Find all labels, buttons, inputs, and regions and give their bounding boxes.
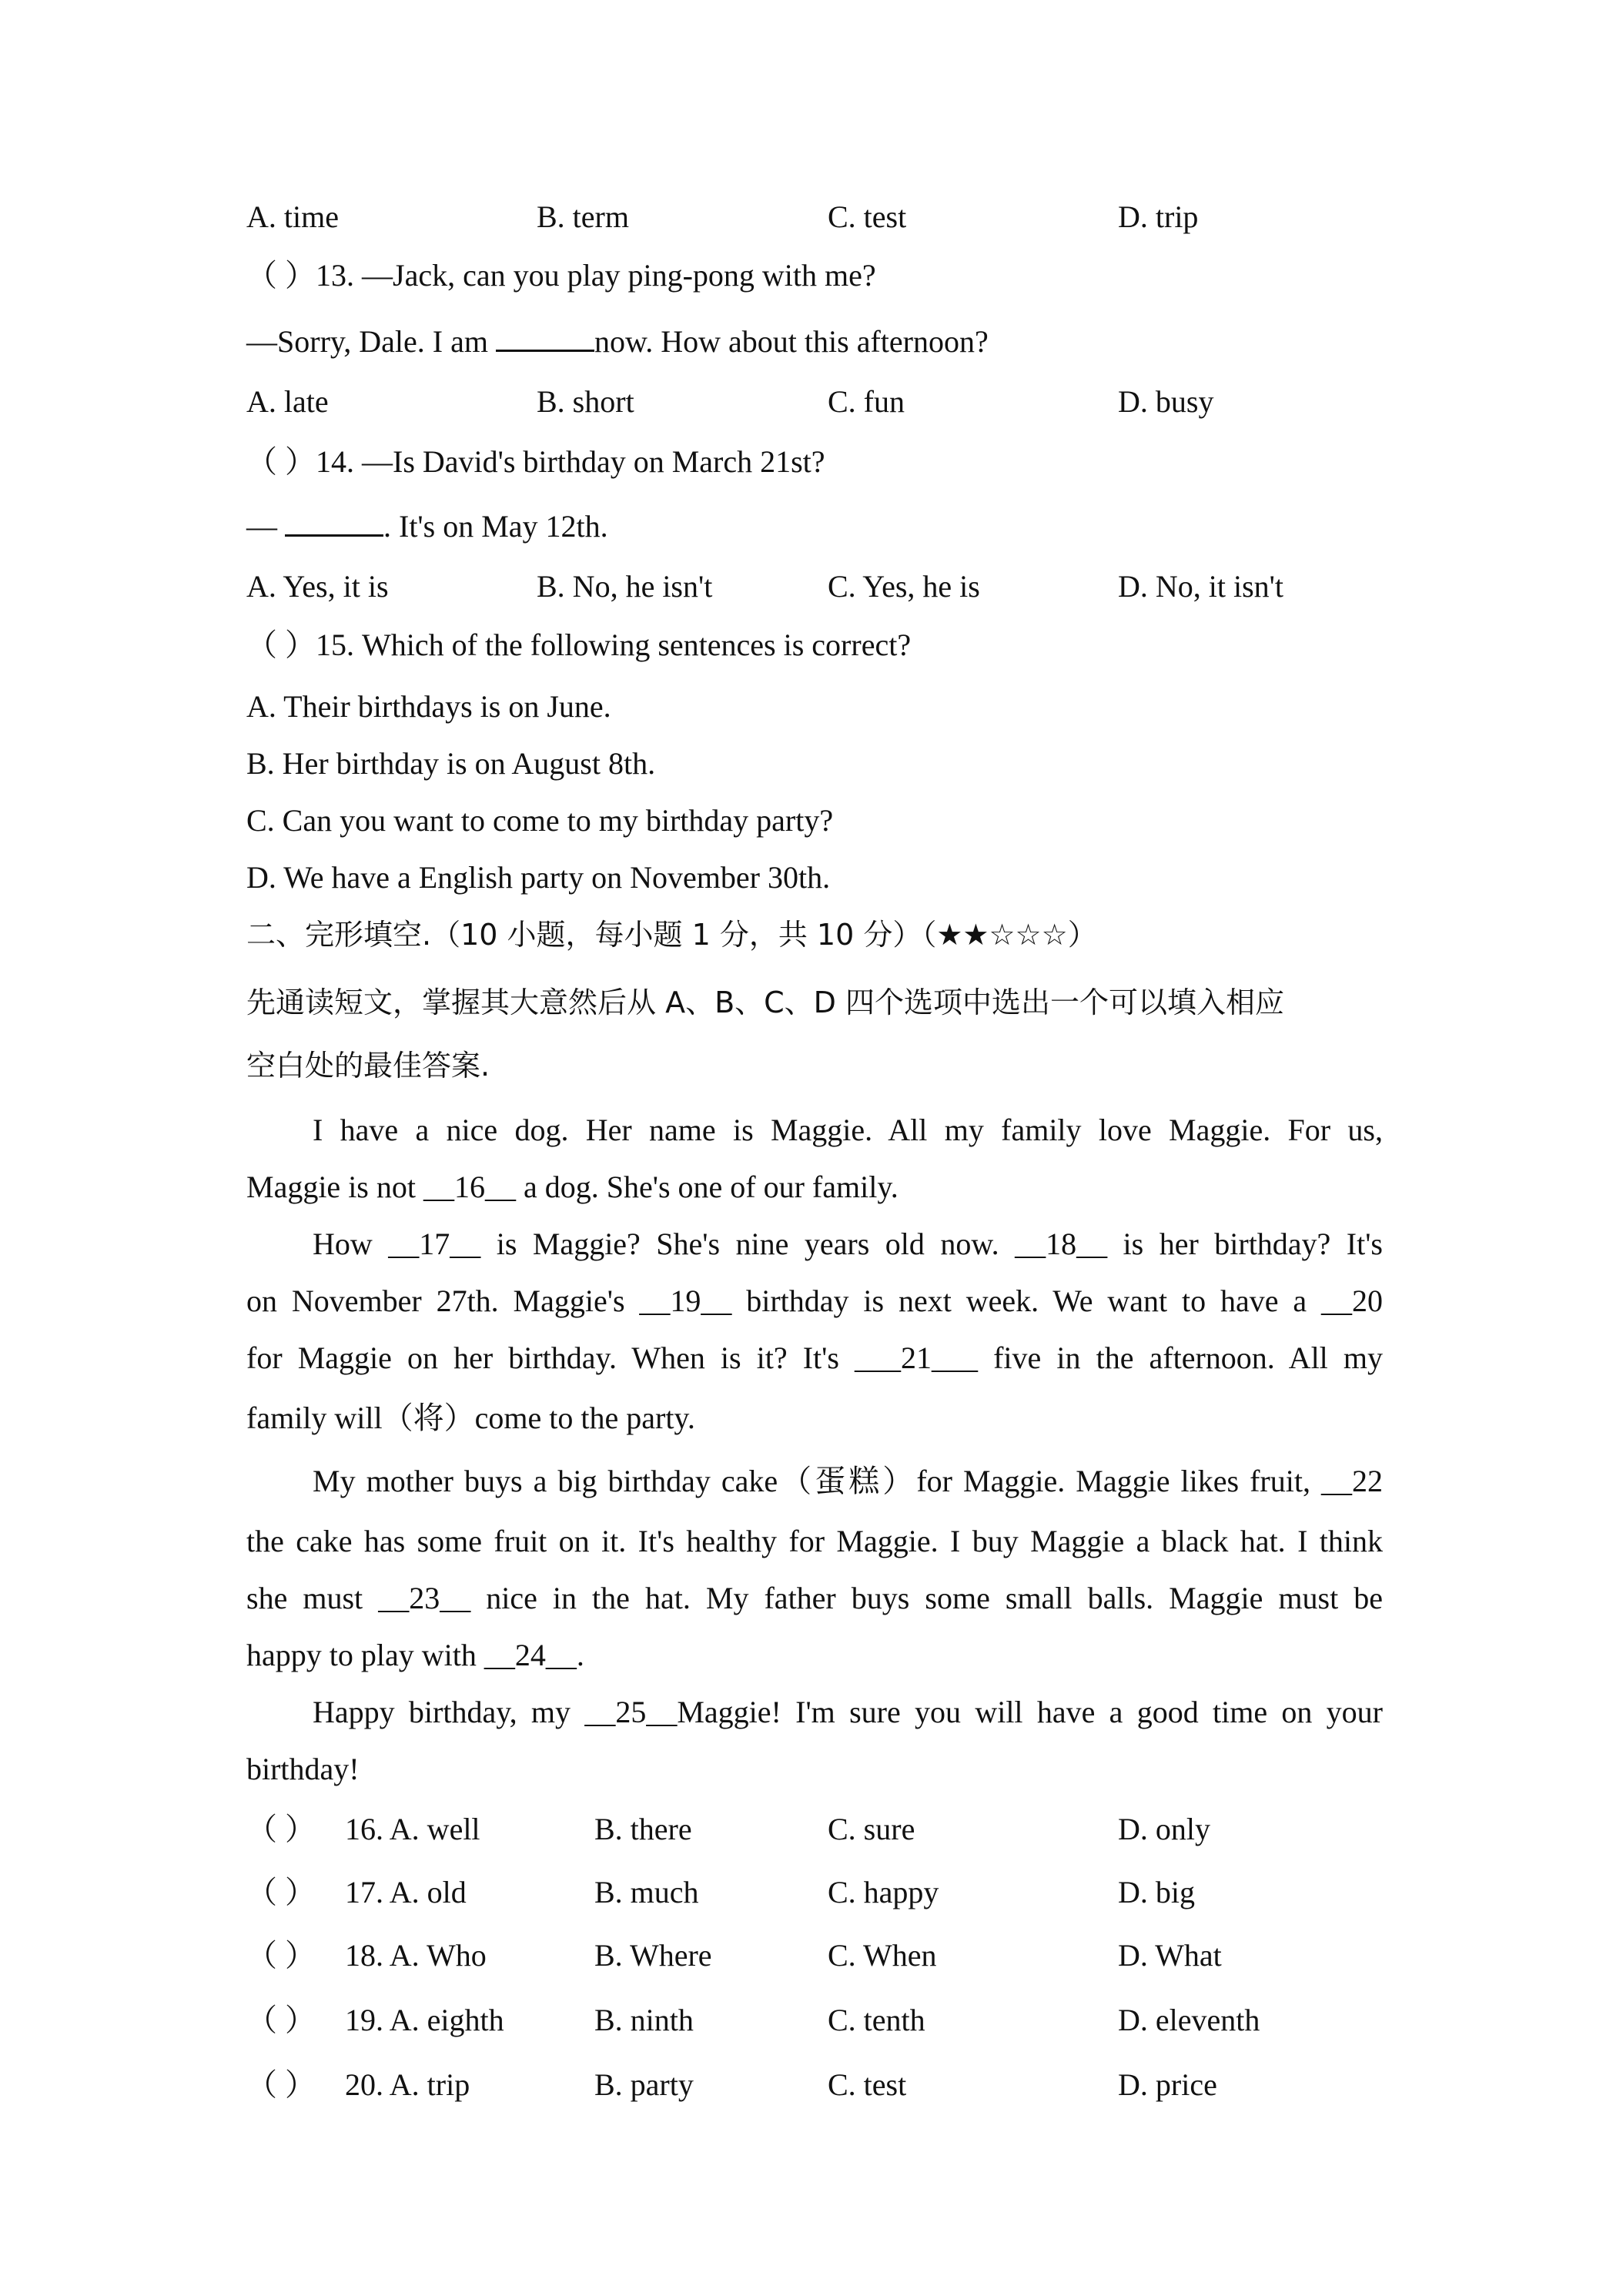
q15-option-b: B. Her birthday is on August 8th. — [246, 746, 656, 781]
q13-option-b: B. short — [537, 384, 634, 419]
cloze-option-b: B. Where — [594, 1938, 712, 1973]
q14-reply-before: — — [246, 509, 285, 544]
cloze-option-d: D. only — [1118, 1812, 1210, 1846]
cloze-option-a: 20. A. trip — [345, 2067, 470, 2102]
answer-paren: （ ） — [246, 1875, 316, 1909]
answer-paren: （ ） — [246, 2067, 316, 2102]
cloze-option-d: D. What — [1118, 1938, 1222, 1973]
q15-question-text: 15. Which of the following sentences is correct? — [316, 628, 912, 662]
q13-option-c: C. fun — [828, 384, 905, 419]
passage-p2-line4: family will（将）come to the party. — [246, 1401, 695, 1435]
answer-paren: （ ） — [246, 2003, 316, 2037]
q13-reply-before: —Sorry, Dale. I am — [246, 324, 496, 359]
q13-question-text: 13. —Jack, can you play ping-pong with me? — [316, 258, 876, 293]
passage-p3-line1: My mother buys a big birthday cake（蛋糕）for Maggie. Maggie likes fruit, __22 — [313, 1464, 1383, 1498]
q14-option-b: B. No, he isn't — [537, 569, 713, 604]
cloze-option-c: C. When — [828, 1938, 937, 1973]
passage-p2-line2: on November 27th. Maggie's __19__ birthday is next week. We want to have a __20 — [246, 1284, 1383, 1318]
passage-p1-line1: I have a nice dog. Her name is Maggie. All my family love Maggie. For us, — [313, 1113, 1383, 1147]
section-heading: 二、完形填空.（10 小题，每小题 1 分，共 10 分）（★★☆☆☆） — [246, 918, 1097, 952]
cloze-option-b: B. ninth — [594, 2003, 694, 2037]
q14-option-c: C. Yes, he is — [828, 569, 980, 604]
q12-option-d: D. trip — [1118, 199, 1199, 234]
cloze-option-c: C. happy — [828, 1875, 939, 1909]
cloze-option-a: 18. A. Who — [345, 1938, 487, 1973]
q15-option-d: D. We have a English party on November 30th. — [246, 860, 831, 895]
q13-reply — [246, 322, 989, 360]
q14-question-text: 14. —Is David's birthday on March 21st? — [316, 444, 825, 479]
answer-blank — [496, 322, 594, 352]
passage-p3-line2: the cake has some fruit on it. It's healthy for Maggie. I buy Maggie a black hat. I think — [246, 1524, 1383, 1558]
passage-p4-line1: Happy birthday, my __25__Maggie! I'm sure you will have a good time on your — [313, 1695, 1383, 1729]
answer-paren: （ ） — [246, 444, 316, 479]
q12-option-a: A. time — [246, 199, 339, 234]
cloze-option-d: D. big — [1118, 1875, 1195, 1909]
answer-paren: （ ） — [246, 1812, 316, 1846]
q15-question — [246, 627, 911, 664]
passage-p2-line1: How __17__ is Maggie? She's nine years old now. __18__ is her birthday? It's — [313, 1227, 1383, 1261]
q14-reply — [246, 507, 608, 545]
passage-p2-line3: for Maggie on her birthday. When is it? It's ___21___ five in the afternoon. All my — [246, 1340, 1383, 1375]
passage-p1-line2: Maggie is not __16__ a dog. She's one of our family. — [246, 1170, 899, 1204]
q13-option-a: A. late — [246, 384, 329, 419]
q12-option-b: B. term — [537, 199, 629, 234]
answer-blank — [285, 507, 383, 537]
q14-option-a: A. Yes, it is — [246, 569, 389, 604]
cloze-option-a: 16. A. well — [345, 1812, 480, 1846]
cloze-option-c: C. sure — [828, 1812, 915, 1846]
q15-option-c: C. Can you want to come to my birthday party? — [246, 803, 834, 838]
q14-option-d: D. No, it isn't — [1118, 569, 1283, 604]
cloze-option-c: C. test — [828, 2067, 907, 2102]
q13-question — [246, 257, 876, 294]
q15-option-a: A. Their birthdays is on June. — [246, 689, 611, 724]
cloze-option-b: B. much — [594, 1875, 699, 1909]
q13-reply-after: now. How about this afternoon? — [594, 324, 989, 359]
q13-option-d: D. busy — [1118, 384, 1214, 419]
cloze-option-d: D. price — [1118, 2067, 1217, 2102]
cloze-option-b: B. party — [594, 2067, 694, 2102]
section-instruction-line2: 空白处的最佳答案. — [246, 1049, 490, 1083]
q12-option-c: C. test — [828, 199, 907, 234]
q14-question — [246, 443, 825, 480]
cloze-option-b: B. there — [594, 1812, 692, 1846]
section-instruction-line1: 先通读短文，掌握其大意然后从 A、B、C、D 四个选项中选出一个可以填入相应 — [246, 986, 1285, 1019]
passage-p4-line2: birthday! — [246, 1752, 360, 1786]
cloze-option-a: 19. A. eighth — [345, 2003, 504, 2037]
answer-paren: （ ） — [246, 258, 316, 293]
cloze-option-c: C. tenth — [828, 2003, 925, 2037]
q14-reply-after: . It's on May 12th. — [383, 509, 608, 544]
passage-p3-line3: she must __23__ nice in the hat. My father buys some small balls. Maggie must be — [246, 1581, 1383, 1615]
answer-paren: （ ） — [246, 628, 316, 662]
cloze-option-d: D. eleventh — [1118, 2003, 1260, 2037]
cloze-option-a: 17. A. old — [345, 1875, 467, 1909]
passage-p3-line4: happy to play with __24__. — [246, 1638, 584, 1672]
answer-paren: （ ） — [246, 1938, 316, 1973]
